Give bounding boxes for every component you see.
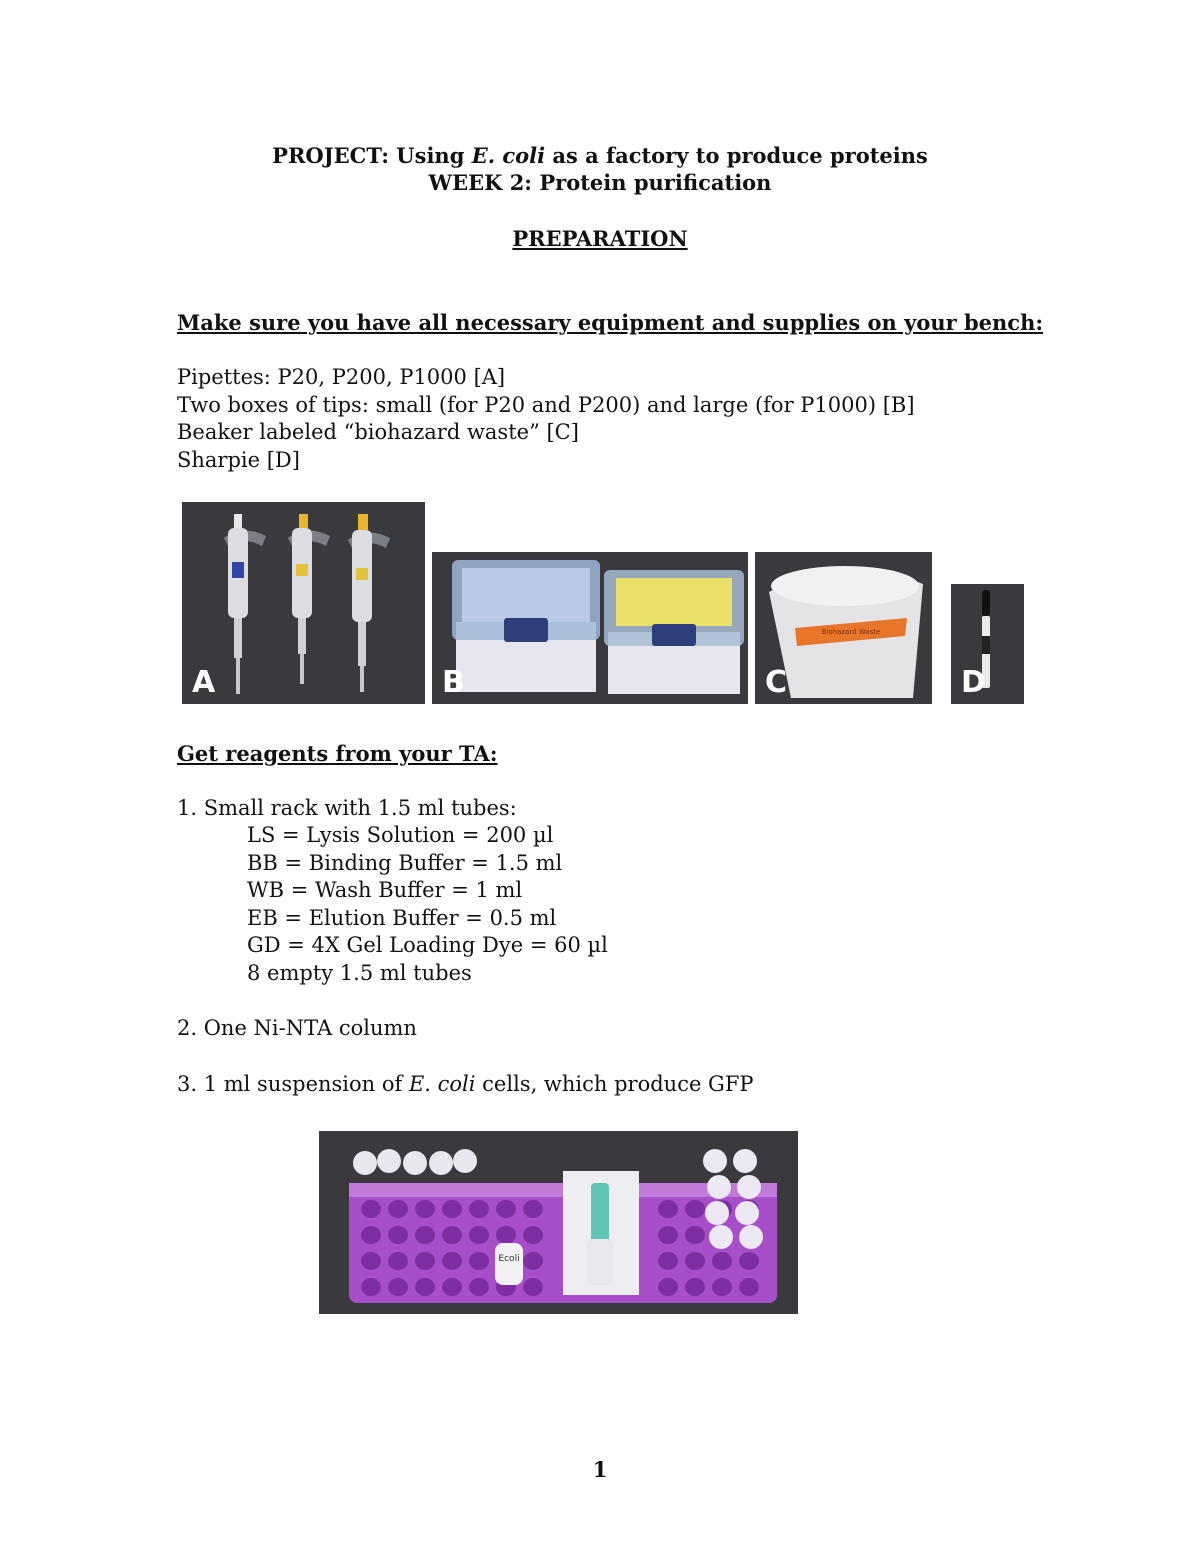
equipment-heading: Make sure you have all necessary equipment and supplies on your bench: <box>177 310 1044 335</box>
rack-hole <box>469 1200 489 1218</box>
reagent-item-1: 1. Small rack with 1.5 ml tubes: <box>177 796 517 820</box>
photo-label-b: B <box>442 665 465 700</box>
rack-hole <box>388 1226 408 1244</box>
rack-hole <box>442 1226 462 1244</box>
tube-item: LS = Lysis Solution = 200 µl <box>247 823 554 847</box>
reagent-item-3: 3. 1 ml suspension of E. coli cells, which produce GFP <box>177 1072 754 1096</box>
rack-hole <box>388 1200 408 1218</box>
ni-nta-column <box>591 1183 609 1243</box>
tube-item: GD = 4X Gel Loading Dye = 60 µl <box>247 933 608 957</box>
tube-item: 8 empty 1.5 ml tubes <box>247 961 472 985</box>
rack-hole <box>415 1278 435 1296</box>
rack-hole <box>496 1200 516 1218</box>
ecoli-tube-label: Ecoli <box>498 1254 520 1264</box>
page-number: 1 <box>592 1457 608 1482</box>
equipment-item: Beaker labeled “biohazard waste” [C] <box>177 420 579 444</box>
week-title: WEEK 2: Protein purification <box>428 170 772 195</box>
tip-boxes-illustration <box>432 552 748 704</box>
equipment-item: Two boxes of tips: small (for P20 and P200) and large (for P1000) [B] <box>177 393 915 417</box>
tube-item: EB = Elution Buffer = 0.5 ml <box>247 906 557 930</box>
rack-hole <box>361 1278 381 1296</box>
equipment-item: Sharpie [D] <box>177 448 300 472</box>
rack-hole <box>685 1200 705 1218</box>
rack-hole <box>685 1278 705 1296</box>
rack-hole <box>415 1226 435 1244</box>
photo-label-a: A <box>192 665 216 700</box>
project-title: PROJECT: Using E. coli as a factory to produce proteins <box>272 143 928 168</box>
small-tip-box <box>452 560 600 692</box>
rack-hole <box>739 1252 759 1270</box>
ecoli-tube <box>495 1243 523 1285</box>
rack-hole <box>442 1278 462 1296</box>
rack-hole <box>361 1226 381 1244</box>
pipettes-photo <box>182 502 425 704</box>
equipment-item: Pipettes: P20, P200, P1000 [A] <box>177 365 506 389</box>
rack-hole <box>712 1252 732 1270</box>
tube-rack-illustration <box>319 1131 798 1314</box>
rack-hole <box>658 1226 678 1244</box>
ni-nta-column-body <box>587 1239 613 1285</box>
reagent-item-2: 2. One Ni-NTA column <box>177 1016 417 1040</box>
rack-hole <box>523 1200 543 1218</box>
rack-hole <box>496 1226 516 1244</box>
rack-hole <box>415 1252 435 1270</box>
rack-hole <box>442 1200 462 1218</box>
rack-hole <box>361 1252 381 1270</box>
beaker-tape-text: Biohazard Waste <box>821 628 881 636</box>
rack-hole <box>388 1278 408 1296</box>
rack-hole <box>469 1226 489 1244</box>
rack-hole <box>442 1252 462 1270</box>
tube-rack-photo <box>319 1131 798 1314</box>
beaker-photo <box>755 552 932 704</box>
photo-label-d: D <box>961 665 986 700</box>
rack-hole <box>523 1252 543 1270</box>
rack-hole <box>739 1278 759 1296</box>
large-tip-box <box>604 570 744 694</box>
rack-hole <box>469 1252 489 1270</box>
pipettes-illustration <box>182 502 425 704</box>
rack-hole <box>523 1278 543 1296</box>
section-heading: PREPARATION <box>512 226 688 251</box>
tube-item: BB = Binding Buffer = 1.5 ml <box>247 851 563 875</box>
rack-hole <box>469 1278 489 1296</box>
rack-hole <box>361 1200 381 1218</box>
rack-hole <box>658 1278 678 1296</box>
rack-hole <box>523 1226 543 1244</box>
rack-hole <box>388 1252 408 1270</box>
tube-item: WB = Wash Buffer = 1 ml <box>247 878 523 902</box>
reagents-heading: Get reagents from your TA: <box>177 741 498 766</box>
rack-hole <box>658 1200 678 1218</box>
photo-label-c: C <box>765 665 788 700</box>
sharpie-photo <box>951 584 1024 704</box>
tip-boxes-photo <box>432 552 748 704</box>
rack-hole <box>712 1278 732 1296</box>
rack-hole <box>415 1200 435 1218</box>
rack-hole <box>658 1252 678 1270</box>
rack-hole <box>685 1226 705 1244</box>
rack-hole <box>685 1252 705 1270</box>
